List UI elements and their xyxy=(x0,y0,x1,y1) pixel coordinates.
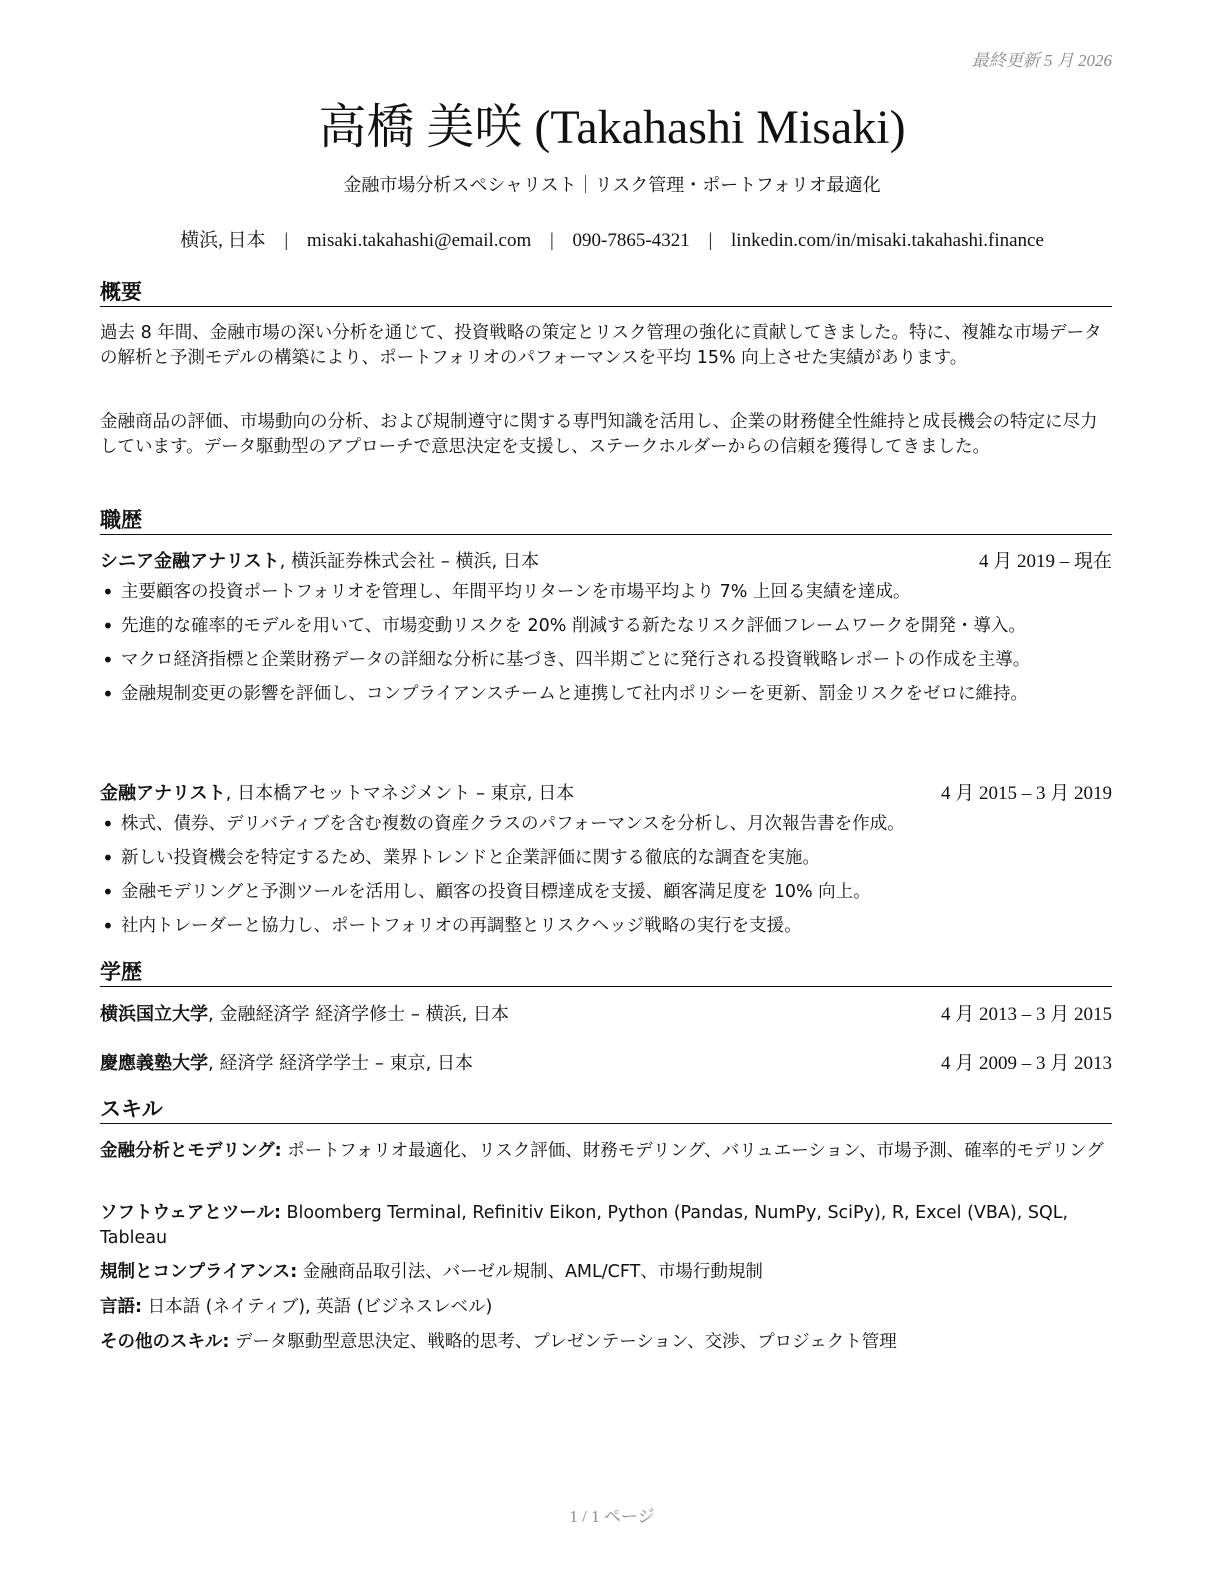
last-updated: 最終更新 5 月 2026 xyxy=(971,51,1112,70)
list-item: • 社内トレーダーと協力し、ポートフォリオの再調整とリスクヘッジ戦略の実行を支援。 xyxy=(100,914,1112,939)
headline: 金融市場分析スペシャリスト｜リスク管理・ポートフォリオ最適化 xyxy=(343,175,881,196)
skill-line xyxy=(100,1139,1116,1164)
education-item xyxy=(100,1003,1112,1027)
school-name: 横浜国立大学 xyxy=(100,1004,208,1025)
education-date: 4 月 2009 – 3 月 2013 xyxy=(940,1053,1112,1074)
list-item: • マクロ経済指標と企業財務データの詳細な分析に基づき、四半期ごとに発行される投資戦略レポートの作成を主導。 xyxy=(100,648,1112,673)
contact-separator: | xyxy=(284,230,289,251)
list-item: • 金融規制変更の影響を評価し、コンプライアンスチームと連携して社内ポリシーを更新、罰金リスクをゼロに維持。 xyxy=(100,682,1112,707)
list-item: • 金融モデリングと予測ツールを活用し、顧客の投資目標達成を支援、顧客満足度を 10% 向上。 xyxy=(100,880,1112,905)
skill-key: ソフトウェアとツール: xyxy=(100,1203,281,1223)
contact-email[interactable]: misaki.takahashi@email.com xyxy=(306,230,532,251)
summary-paragraph: 過去 8 年間、金融市場の深い分析を通じて、投資戦略の策定とリスク管理の強化に貢献してきました。特に、複雑な市場データの解析と予測モデルの構築により、ポートフォリオのパフォーマンスを平均 15% 向上させた実績があります。 xyxy=(100,323,1102,368)
section-title-skills: スキル xyxy=(100,1095,1112,1124)
job-org: , 横浜証券株式会社 – 横浜, 日本 xyxy=(279,551,539,572)
job-header xyxy=(100,550,1112,574)
section-title-summary: 概要 xyxy=(100,278,1112,307)
skill-value: 金融商品取引法、バーゼル規制、AML/CFT、市場行動規制 xyxy=(297,1262,763,1282)
contact-separator: | xyxy=(708,230,713,251)
degree: , 金融経済学 経済学修士 – 横浜, 日本 xyxy=(208,1004,510,1025)
skill-line xyxy=(100,1330,1116,1355)
list-item: • 先進的な確率的モデルを用いて、市場変動リスクを 20% 削減する新たなリスク評価フレームワークを開発・導入。 xyxy=(100,614,1112,639)
list-item: • 株式、債券、デリバティブを含む複数の資産クラスのパフォーマンスを分析し、月次報告書を作成。 xyxy=(100,812,1112,837)
candidate-name: 高橋 美咲 (Takahashi Misaki) xyxy=(318,101,906,154)
skill-line xyxy=(100,1201,1116,1251)
education-line xyxy=(100,1003,509,1027)
skill-key: 金融分析とモデリング: xyxy=(100,1141,282,1161)
section-title-experience: 職歴 xyxy=(100,506,1112,535)
skill-key: 言語: xyxy=(100,1297,142,1317)
skill-line xyxy=(100,1260,1116,1285)
list-item: • 主要顧客の投資ポートフォリオを管理し、年間平均リターンを市場平均より 7% 上回る実績を達成。 xyxy=(100,580,1112,605)
job-date: 4 月 2015 – 3 月 2019 xyxy=(940,783,1112,804)
skill-key: その他のスキル: xyxy=(100,1332,230,1352)
education-item xyxy=(100,1052,1112,1076)
section-title-education: 学歴 xyxy=(100,958,1112,987)
job-bullets xyxy=(100,812,1112,948)
skill-line xyxy=(100,1295,1116,1320)
school-name: 慶應義塾大学 xyxy=(100,1053,208,1074)
job-role: 金融アナリスト xyxy=(100,783,226,804)
contact-line xyxy=(0,225,1224,252)
contact-linkedin[interactable]: linkedin.com/in/misaki.takahashi.finance xyxy=(731,230,1044,251)
job-title-line xyxy=(100,782,574,806)
page-number: 1 / 1 ページ xyxy=(569,1507,655,1526)
skill-value: ポートフォリオ最適化、リスク評価、財務モデリング、バリュエーション、市場予測、確率的モデリング xyxy=(281,1141,1104,1161)
education-date: 4 月 2013 – 3 月 2015 xyxy=(940,1004,1112,1025)
skill-value: 日本語 (ネイティブ), 英語 (ビジネスレベル) xyxy=(142,1297,493,1317)
education-line xyxy=(100,1052,473,1076)
list-item: • 新しい投資機会を特定するため、業界トレンドと企業評価に関する徹底的な調査を実施。 xyxy=(100,846,1112,871)
job-org: , 日本橋アセットマネジメント – 東京, 日本 xyxy=(225,783,575,804)
job-bullets xyxy=(100,580,1112,716)
summary-paragraph: 金融商品の評価、市場動向の分析、および規制遵守に関する専門知識を活用し、企業の財務健全性維持と成長機会の特定に尽力しています。データ駆動型のアプローチで意思決定を支援し、ステークホルダーからの信頼を獲得してきました。 xyxy=(100,412,1098,457)
job-date: 4 月 2019 – 現在 xyxy=(978,551,1112,572)
skill-value: データ駆動型意思決定、戦略的思考、プレゼンテーション、交渉、プロジェクト管理 xyxy=(229,1332,897,1352)
contact-separator: | xyxy=(549,230,554,251)
skill-value: Bloomberg Terminal, Refinitiv Eikon, Python (Pandas, NumPy, SciPy), R, Excel (VBA), SQL, Tableau xyxy=(100,1203,1069,1248)
job-title-line xyxy=(100,550,539,574)
skill-key: 規制とコンプライアンス: xyxy=(100,1262,298,1282)
degree: , 経済学 経済学学士 – 東京, 日本 xyxy=(208,1053,474,1074)
job-role: シニア金融アナリスト xyxy=(100,551,280,572)
contact-location: 横浜, 日本 xyxy=(180,230,266,251)
job-header xyxy=(100,782,1112,806)
contact-phone[interactable]: 090-7865-4321 xyxy=(572,230,690,251)
